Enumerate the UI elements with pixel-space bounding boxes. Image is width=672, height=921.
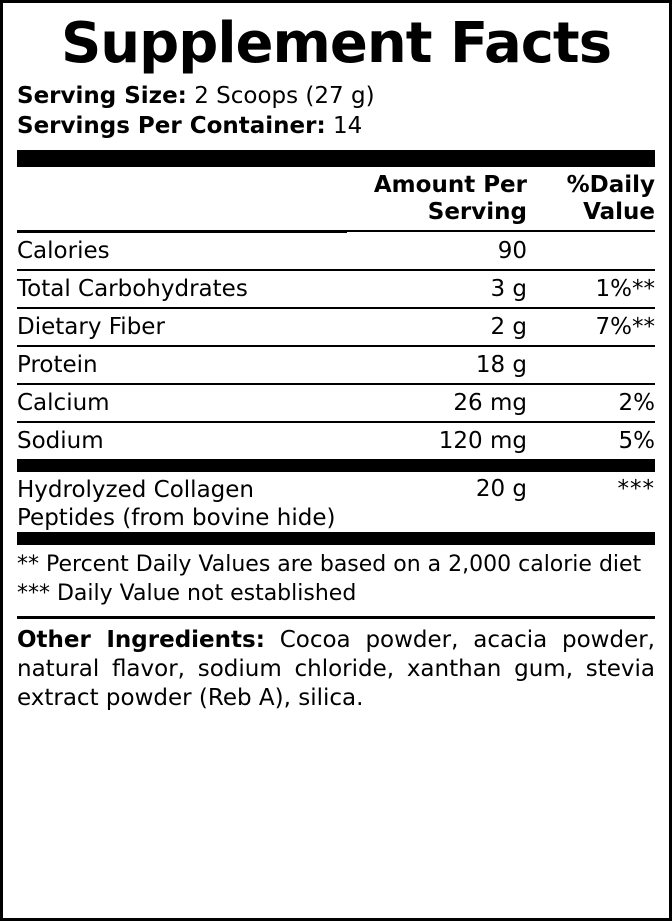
nutrient-daily-value: 1%** — [527, 270, 655, 308]
nutrient-amount: 3 g — [347, 270, 527, 308]
nutrient-daily-value — [527, 346, 655, 384]
table-row — [17, 270, 655, 308]
proprietary-ingredient-amount: 20 g — [475, 475, 527, 502]
table-row — [17, 472, 655, 532]
nutrient-amount: 90 — [347, 231, 527, 270]
nutrient-amount: 2 g — [347, 308, 527, 346]
nutrient-amount: 26 mg — [347, 384, 527, 422]
nutrient-name: Total Carbohydrates — [17, 270, 347, 308]
servings-per-container-value: 14 — [333, 113, 363, 139]
serving-size-value: 2 Scoops (27 g) — [194, 83, 375, 110]
table-row — [17, 308, 655, 346]
nutrient-amount: 18 g — [347, 346, 527, 384]
servings-per-container-label: Servings Per Container: — [17, 113, 326, 139]
table-header-row — [17, 167, 655, 231]
divider-thick-middle — [17, 459, 655, 472]
proprietary-ingredient-table — [17, 472, 655, 532]
column-header-name — [17, 167, 347, 231]
nutrient-daily-value: 2% — [527, 384, 655, 422]
column-header-amount: Amount Per Serving — [347, 167, 527, 231]
nutrient-daily-value — [527, 231, 655, 270]
proprietary-ingredient-name: Hydrolyzed Collagen Peptides (from bovine hide) — [17, 476, 336, 531]
nutrient-name: Sodium — [17, 427, 104, 454]
table-row — [17, 384, 655, 422]
divider-thick-bottom — [17, 532, 655, 545]
other-ingredients-value: Cocoa powder, acacia powder, natural flavor, sodium chloride, xanthan gum, stevia extract powder (Reb A), silica. — [17, 627, 655, 711]
nutrient-daily-value: 7%** — [527, 308, 655, 346]
page-title: Supplement Facts — [60, 11, 612, 76]
divider-thick-top — [17, 150, 655, 167]
nutrient-name: Calories — [17, 231, 347, 270]
proprietary-ingredient-daily-value: *** — [617, 475, 655, 502]
table-row — [17, 346, 655, 384]
nutrient-name: Calcium — [17, 384, 347, 422]
nutrient-daily-value: 5% — [618, 427, 655, 454]
footnote-daily-value-not-established: *** Daily Value not established — [17, 580, 357, 606]
table-row — [17, 231, 655, 270]
serving-size-row — [17, 82, 655, 112]
servings-per-container-row — [17, 112, 655, 142]
other-ingredients-label: Other Ingredients: — [17, 627, 265, 654]
serving-size-label: Serving Size: — [17, 83, 187, 110]
nutrient-amount: 120 mg — [438, 427, 527, 454]
other-ingredients — [17, 619, 655, 712]
column-header-daily-value: %Daily Value — [527, 167, 655, 231]
footnote-percent-daily-value: ** Percent Daily Values are based on a 2,000 calorie diet — [17, 551, 642, 577]
nutrient-name: Dietary Fiber — [17, 308, 347, 346]
table-row — [17, 422, 655, 459]
nutrient-name: Protein — [17, 346, 347, 384]
nutrition-table — [17, 167, 655, 459]
